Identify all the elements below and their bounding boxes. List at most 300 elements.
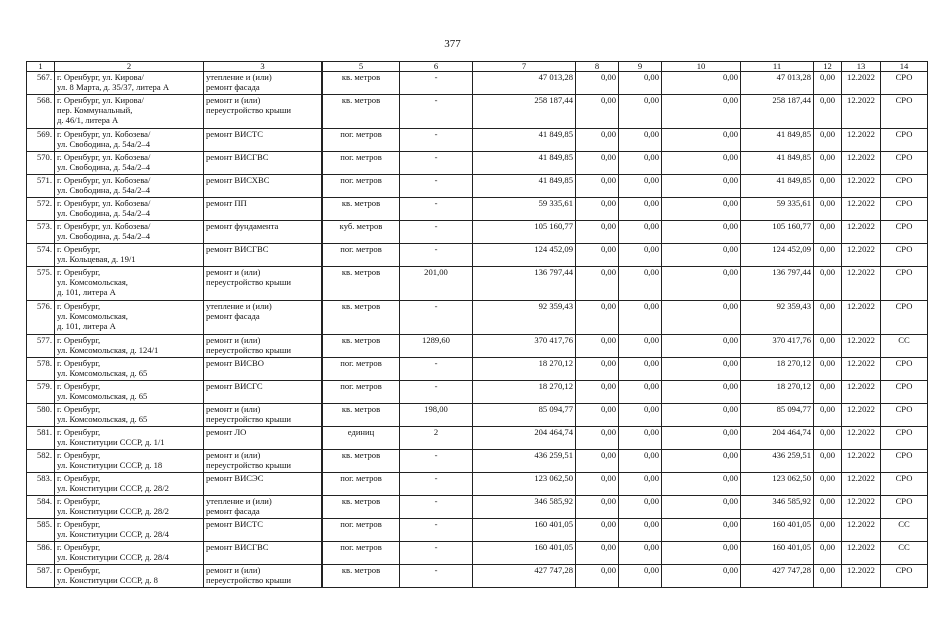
value-cell: 0,00 — [619, 335, 662, 358]
total-cost-cell: 258 187,44 — [473, 95, 576, 129]
table-row — [27, 129, 928, 152]
address-cell: г. Оренбург, ул. Конституции СССР, д. 28/4 — [55, 542, 204, 565]
quantity-cell: - — [400, 152, 473, 175]
fund-cost-cell: 123 062,50 — [741, 473, 814, 496]
work-type-cell: ремонт и (или) переустройство крыши — [204, 267, 322, 301]
method-cell: СРО — [881, 301, 928, 335]
total-cost-cell: 18 270,12 — [473, 381, 576, 404]
work-type-cell: ремонт и (или) переустройство крыши — [204, 565, 322, 588]
value-cell: 0,00 — [576, 95, 619, 129]
value-cell: 0,00 — [576, 404, 619, 427]
unit-cell: кв. метров — [323, 404, 400, 427]
fund-cost-cell: 47 013,28 — [741, 72, 814, 95]
work-type-cell: утепление и (или) ремонт фасада — [204, 496, 322, 519]
fund-cost-cell: 370 417,76 — [741, 335, 814, 358]
method-cell: СРО — [881, 473, 928, 496]
address-cell: г. Оренбург, ул. Кобозева/ ул. Свободина, д. 54а/2–4 — [55, 175, 204, 198]
date-cell: 12.2022 — [842, 358, 881, 381]
total-cost-cell: 436 259,51 — [473, 450, 576, 473]
quantity-cell: - — [400, 95, 473, 129]
address-cell: г. Оренбург, ул. Кобозева/ ул. Свободина, д. 54а/2–4 — [55, 152, 204, 175]
address-cell: г. Оренбург, ул. Комсомольская, д. 65 — [55, 358, 204, 381]
value-cell: 0,00 — [576, 221, 619, 244]
row-number: 581. — [27, 427, 55, 450]
address-cell: г. Оренбург, ул. Конституции СССР, д. 18 — [55, 450, 204, 473]
unit-cell: единиц — [323, 427, 400, 450]
value-cell: 0,00 — [662, 95, 741, 129]
address-cell: г. Оренбург, ул. Кирова/ ул. 8 Марта, д. 35/37, литера А — [55, 72, 204, 95]
quantity-cell: - — [400, 301, 473, 335]
column-header: 7 — [473, 62, 576, 72]
fund-cost-cell: 105 160,77 — [741, 221, 814, 244]
unit-cell: пог. метров — [323, 152, 400, 175]
value-cell: 0,00 — [619, 244, 662, 267]
method-cell: СРО — [881, 244, 928, 267]
work-type-cell: ремонт и (или) переустройство крыши — [204, 450, 322, 473]
fund-cost-cell: 18 270,12 — [741, 358, 814, 381]
row-number: 585. — [27, 519, 55, 542]
value-cell: 0,00 — [814, 496, 842, 519]
quantity-cell: 201,00 — [400, 267, 473, 301]
date-cell: 12.2022 — [842, 473, 881, 496]
work-type-cell: ремонт ВИСГВС — [204, 542, 322, 565]
quantity-cell: - — [400, 519, 473, 542]
value-cell: 0,00 — [576, 244, 619, 267]
method-cell: СРО — [881, 221, 928, 244]
fund-cost-cell: 204 464,74 — [741, 427, 814, 450]
value-cell: 0,00 — [662, 72, 741, 95]
value-cell: 0,00 — [814, 427, 842, 450]
date-cell: 12.2022 — [842, 175, 881, 198]
row-number: 575. — [27, 267, 55, 301]
unit-cell: кв. метров — [323, 198, 400, 221]
work-type-cell: ремонт ВИСГС — [204, 381, 322, 404]
address-cell: г. Оренбург, ул. Комсомольская, д. 124/1 — [55, 335, 204, 358]
row-number: 587. — [27, 565, 55, 588]
table-row — [27, 221, 928, 244]
method-cell: СРО — [881, 198, 928, 221]
total-cost-cell: 85 094,77 — [473, 404, 576, 427]
date-cell: 12.2022 — [842, 301, 881, 335]
method-cell: СС — [881, 519, 928, 542]
address-cell: г. Оренбург, ул. Кольцевая, д. 19/1 — [55, 244, 204, 267]
date-cell: 12.2022 — [842, 152, 881, 175]
date-cell: 12.2022 — [842, 267, 881, 301]
value-cell: 0,00 — [814, 244, 842, 267]
quantity-cell: - — [400, 175, 473, 198]
row-number: 583. — [27, 473, 55, 496]
table-row — [27, 72, 928, 95]
total-cost-cell: 370 417,76 — [473, 335, 576, 358]
column-header: 13 — [842, 62, 881, 72]
quantity-cell: - — [400, 358, 473, 381]
address-cell: г. Оренбург, ул. Конституции СССР, д. 28/4 — [55, 519, 204, 542]
value-cell: 0,00 — [662, 152, 741, 175]
table-row — [27, 175, 928, 198]
unit-cell: пог. метров — [323, 542, 400, 565]
value-cell: 0,00 — [576, 301, 619, 335]
value-cell: 0,00 — [814, 473, 842, 496]
value-cell: 0,00 — [619, 542, 662, 565]
value-cell: 0,00 — [576, 358, 619, 381]
row-number: 574. — [27, 244, 55, 267]
date-cell: 12.2022 — [842, 72, 881, 95]
value-cell: 0,00 — [619, 404, 662, 427]
quantity-cell: - — [400, 496, 473, 519]
total-cost-cell: 160 401,05 — [473, 542, 576, 565]
work-type-cell: ремонт ВИСХВС — [204, 175, 322, 198]
row-number: 571. — [27, 175, 55, 198]
unit-cell: кв. метров — [323, 565, 400, 588]
value-cell: 0,00 — [662, 542, 741, 565]
address-cell: г. Оренбург, ул. Конституции СССР, д. 28/2 — [55, 473, 204, 496]
row-number: 584. — [27, 496, 55, 519]
fund-cost-cell: 18 270,12 — [741, 381, 814, 404]
value-cell: 0,00 — [576, 565, 619, 588]
value-cell: 0,00 — [814, 221, 842, 244]
unit-cell: кв. метров — [323, 267, 400, 301]
value-cell: 0,00 — [576, 129, 619, 152]
value-cell: 0,00 — [576, 267, 619, 301]
fund-cost-cell: 59 335,61 — [741, 198, 814, 221]
date-cell: 12.2022 — [842, 565, 881, 588]
address-cell: г. Оренбург, ул. Кирова/ пер. Коммунальный, д. 46/1, литера А — [55, 95, 204, 129]
table-row — [27, 358, 928, 381]
work-type-cell: ремонт ВИСГВС — [204, 152, 322, 175]
row-number: 577. — [27, 335, 55, 358]
address-cell: г. Оренбург, ул. Конституции СССР, д. 8 — [55, 565, 204, 588]
row-number: 570. — [27, 152, 55, 175]
work-type-cell: ремонт ВИСВО — [204, 358, 322, 381]
total-cost-cell: 204 464,74 — [473, 427, 576, 450]
table-row — [27, 473, 928, 496]
address-cell: г. Оренбург, ул. Кобозева/ ул. Свободина, д. 54а/2–4 — [55, 129, 204, 152]
date-cell: 12.2022 — [842, 519, 881, 542]
value-cell: 0,00 — [576, 175, 619, 198]
method-cell: СРО — [881, 152, 928, 175]
total-cost-cell: 41 849,85 — [473, 152, 576, 175]
value-cell: 0,00 — [814, 95, 842, 129]
page-number: 377 — [444, 38, 461, 50]
address-cell: г. Оренбург, ул. Кобозева/ ул. Свободина, д. 54а/2–4 — [55, 221, 204, 244]
work-type-cell: ремонт ВИСГВС — [204, 244, 322, 267]
date-cell: 12.2022 — [842, 542, 881, 565]
value-cell: 0,00 — [619, 95, 662, 129]
value-cell: 0,00 — [662, 381, 741, 404]
quantity-cell: 2 — [400, 427, 473, 450]
fund-cost-cell: 427 747,28 — [741, 565, 814, 588]
table-row — [27, 519, 928, 542]
quantity-cell: - — [400, 244, 473, 267]
work-type-cell: утепление и (или) ремонт фасада — [204, 72, 322, 95]
value-cell: 0,00 — [662, 565, 741, 588]
unit-cell: кв. метров — [323, 95, 400, 129]
quantity-cell: - — [400, 72, 473, 95]
column-header: 1 — [27, 62, 55, 72]
value-cell: 0,00 — [662, 427, 741, 450]
value-cell: 0,00 — [576, 72, 619, 95]
value-cell: 0,00 — [662, 221, 741, 244]
work-type-cell: утепление и (или) ремонт фасада — [204, 301, 322, 335]
value-cell: 0,00 — [814, 267, 842, 301]
value-cell: 0,00 — [619, 198, 662, 221]
work-type-cell: ремонт ВИСТС — [204, 129, 322, 152]
unit-cell: пог. метров — [323, 358, 400, 381]
value-cell: 0,00 — [662, 198, 741, 221]
table-row — [27, 335, 928, 358]
quantity-cell: 198,00 — [400, 404, 473, 427]
row-number: 568. — [27, 95, 55, 129]
value-cell: 0,00 — [662, 335, 741, 358]
quantity-cell: - — [400, 198, 473, 221]
work-type-cell: ремонт ВИСЭС — [204, 473, 322, 496]
value-cell: 0,00 — [619, 473, 662, 496]
unit-cell: кв. метров — [323, 335, 400, 358]
method-cell: СРО — [881, 381, 928, 404]
quantity-cell: - — [400, 129, 473, 152]
value-cell: 0,00 — [619, 267, 662, 301]
unit-cell: пог. метров — [323, 381, 400, 404]
value-cell: 0,00 — [662, 267, 741, 301]
address-cell: г. Оренбург, ул. Комсомольская, д. 101, литера А — [55, 267, 204, 301]
value-cell: 0,00 — [619, 221, 662, 244]
fund-cost-cell: 346 585,92 — [741, 496, 814, 519]
date-cell: 12.2022 — [842, 427, 881, 450]
row-number: 578. — [27, 358, 55, 381]
value-cell: 0,00 — [576, 542, 619, 565]
column-number-row — [27, 62, 928, 72]
value-cell: 0,00 — [619, 381, 662, 404]
work-type-cell: ремонт и (или) переустройство крыши — [204, 95, 322, 129]
fund-cost-cell: 41 849,85 — [741, 152, 814, 175]
method-cell: СРО — [881, 565, 928, 588]
value-cell: 0,00 — [814, 72, 842, 95]
value-cell: 0,00 — [619, 72, 662, 95]
method-cell: СРО — [881, 358, 928, 381]
total-cost-cell: 105 160,77 — [473, 221, 576, 244]
column-header: 2 — [55, 62, 204, 72]
method-cell: СРО — [881, 129, 928, 152]
address-cell: г. Оренбург, ул. Комсомольская, д. 101, литера А — [55, 301, 204, 335]
total-cost-cell: 41 849,85 — [473, 129, 576, 152]
value-cell: 0,00 — [576, 335, 619, 358]
fund-cost-cell: 41 849,85 — [741, 129, 814, 152]
date-cell: 12.2022 — [842, 244, 881, 267]
table-row — [27, 152, 928, 175]
value-cell: 0,00 — [576, 496, 619, 519]
value-cell: 0,00 — [576, 198, 619, 221]
value-cell: 0,00 — [576, 519, 619, 542]
value-cell: 0,00 — [662, 175, 741, 198]
table-row — [27, 267, 928, 301]
table-row — [27, 198, 928, 221]
value-cell: 0,00 — [814, 519, 842, 542]
row-number: 586. — [27, 542, 55, 565]
value-cell: 0,00 — [662, 450, 741, 473]
method-cell: СРО — [881, 404, 928, 427]
table-row — [27, 381, 928, 404]
quantity-cell: - — [400, 450, 473, 473]
work-type-cell: ремонт фундамента — [204, 221, 322, 244]
table-row — [27, 404, 928, 427]
value-cell: 0,00 — [619, 175, 662, 198]
row-number: 569. — [27, 129, 55, 152]
value-cell: 0,00 — [814, 198, 842, 221]
work-type-cell: ремонт и (или) переустройство крыши — [204, 335, 322, 358]
value-cell: 0,00 — [662, 473, 741, 496]
total-cost-cell: 123 062,50 — [473, 473, 576, 496]
unit-cell: пог. метров — [323, 244, 400, 267]
date-cell: 12.2022 — [842, 95, 881, 129]
value-cell: 0,00 — [662, 301, 741, 335]
row-number: 567. — [27, 72, 55, 95]
table-row — [27, 95, 928, 129]
column-header: 10 — [662, 62, 741, 72]
value-cell: 0,00 — [576, 450, 619, 473]
row-number: 579. — [27, 381, 55, 404]
table-row — [27, 496, 928, 519]
value-cell: 0,00 — [662, 404, 741, 427]
value-cell: 0,00 — [662, 496, 741, 519]
date-cell: 12.2022 — [842, 198, 881, 221]
total-cost-cell: 124 452,09 — [473, 244, 576, 267]
method-cell: СС — [881, 542, 928, 565]
table-row — [27, 427, 928, 450]
value-cell: 0,00 — [662, 519, 741, 542]
table-row — [27, 244, 928, 267]
work-type-cell: ремонт ВИСТС — [204, 519, 322, 542]
value-cell: 0,00 — [619, 519, 662, 542]
column-header: 5 — [323, 62, 400, 72]
repair-registry-table — [26, 61, 928, 588]
unit-cell: пог. метров — [323, 519, 400, 542]
method-cell: СРО — [881, 267, 928, 301]
value-cell: 0,00 — [619, 358, 662, 381]
unit-cell: кв. метров — [323, 301, 400, 335]
total-cost-cell: 41 849,85 — [473, 175, 576, 198]
quantity-cell: - — [400, 565, 473, 588]
method-cell: СРО — [881, 72, 928, 95]
value-cell: 0,00 — [662, 129, 741, 152]
method-cell: СРО — [881, 95, 928, 129]
total-cost-cell: 160 401,05 — [473, 519, 576, 542]
value-cell: 0,00 — [814, 542, 842, 565]
value-cell: 0,00 — [619, 427, 662, 450]
row-number: 580. — [27, 404, 55, 427]
table-row — [27, 542, 928, 565]
total-cost-cell: 427 747,28 — [473, 565, 576, 588]
value-cell: 0,00 — [814, 358, 842, 381]
method-cell: СРО — [881, 427, 928, 450]
value-cell: 0,00 — [576, 152, 619, 175]
fund-cost-cell: 160 401,05 — [741, 542, 814, 565]
total-cost-cell: 18 270,12 — [473, 358, 576, 381]
unit-cell: пог. метров — [323, 129, 400, 152]
work-type-cell: ремонт ПП — [204, 198, 322, 221]
date-cell: 12.2022 — [842, 450, 881, 473]
table-row — [27, 565, 928, 588]
date-cell: 12.2022 — [842, 381, 881, 404]
address-cell: г. Оренбург, ул. Конституции СССР, д. 28/2 — [55, 496, 204, 519]
quantity-cell: - — [400, 473, 473, 496]
unit-cell: кв. метров — [323, 72, 400, 95]
quantity-cell: 1289,60 — [400, 335, 473, 358]
value-cell: 0,00 — [814, 175, 842, 198]
quantity-cell: - — [400, 542, 473, 565]
date-cell: 12.2022 — [842, 221, 881, 244]
method-cell: СС — [881, 335, 928, 358]
method-cell: СРО — [881, 175, 928, 198]
value-cell: 0,00 — [619, 152, 662, 175]
work-type-cell: ремонт ЛО — [204, 427, 322, 450]
value-cell: 0,00 — [662, 244, 741, 267]
address-cell: г. Оренбург, ул. Конституции СССР, д. 1/1 — [55, 427, 204, 450]
row-number: 572. — [27, 198, 55, 221]
work-type-cell: ремонт и (или) переустройство крыши — [204, 404, 322, 427]
value-cell: 0,00 — [619, 450, 662, 473]
fund-cost-cell: 85 094,77 — [741, 404, 814, 427]
address-cell: г. Оренбург, ул. Кобозева/ ул. Свободина, д. 54а/2–4 — [55, 198, 204, 221]
unit-cell: пог. метров — [323, 473, 400, 496]
value-cell: 0,00 — [814, 565, 842, 588]
total-cost-cell: 346 585,92 — [473, 496, 576, 519]
value-cell: 0,00 — [814, 404, 842, 427]
unit-cell: куб. метров — [323, 221, 400, 244]
value-cell: 0,00 — [814, 301, 842, 335]
column-header: 6 — [400, 62, 473, 72]
column-header: 9 — [619, 62, 662, 72]
fund-cost-cell: 41 849,85 — [741, 175, 814, 198]
table-row — [27, 301, 928, 335]
unit-cell: кв. метров — [323, 496, 400, 519]
value-cell: 0,00 — [619, 496, 662, 519]
value-cell: 0,00 — [576, 381, 619, 404]
value-cell: 0,00 — [814, 381, 842, 404]
column-header: 3 — [204, 62, 322, 72]
value-cell: 0,00 — [814, 450, 842, 473]
address-cell: г. Оренбург, ул. Комсомольская, д. 65 — [55, 404, 204, 427]
date-cell: 12.2022 — [842, 404, 881, 427]
address-cell: г. Оренбург, ул. Комсомольская, д. 65 — [55, 381, 204, 404]
row-number: 576. — [27, 301, 55, 335]
value-cell: 0,00 — [619, 565, 662, 588]
method-cell: СРО — [881, 450, 928, 473]
value-cell: 0,00 — [662, 358, 741, 381]
fund-cost-cell: 258 187,44 — [741, 95, 814, 129]
table-row — [27, 450, 928, 473]
value-cell: 0,00 — [814, 129, 842, 152]
value-cell: 0,00 — [619, 301, 662, 335]
row-number: 582. — [27, 450, 55, 473]
date-cell: 12.2022 — [842, 129, 881, 152]
value-cell: 0,00 — [814, 152, 842, 175]
total-cost-cell: 59 335,61 — [473, 198, 576, 221]
total-cost-cell: 92 359,43 — [473, 301, 576, 335]
fund-cost-cell: 160 401,05 — [741, 519, 814, 542]
method-cell: СРО — [881, 496, 928, 519]
total-cost-cell: 136 797,44 — [473, 267, 576, 301]
date-cell: 12.2022 — [842, 496, 881, 519]
value-cell: 0,00 — [619, 129, 662, 152]
column-header: 11 — [741, 62, 814, 72]
fund-cost-cell: 436 259,51 — [741, 450, 814, 473]
date-cell: 12.2022 — [842, 335, 881, 358]
column-header: 12 — [814, 62, 842, 72]
fund-cost-cell: 124 452,09 — [741, 244, 814, 267]
unit-cell: кв. метров — [323, 450, 400, 473]
column-header: 14 — [881, 62, 928, 72]
quantity-cell: - — [400, 381, 473, 404]
